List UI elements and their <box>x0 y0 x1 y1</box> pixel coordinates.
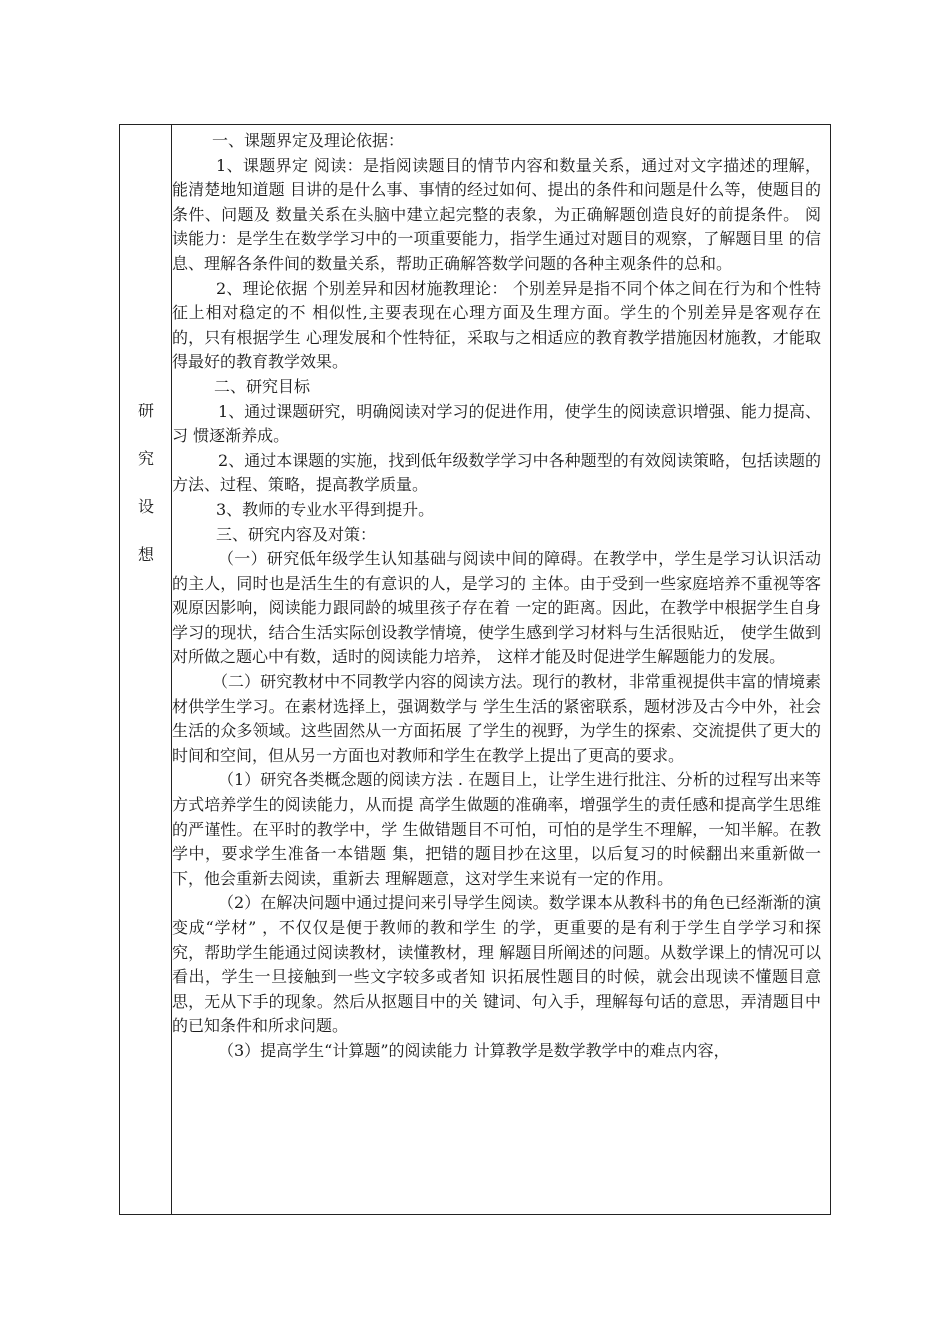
section-label <box>120 395 172 587</box>
paragraph-goal-3: 3、教师的专业水平得到提升。 <box>216 499 435 519</box>
heading-research-goals: 二、研究目标 <box>214 376 311 396</box>
paragraph-theory-basis: 2、理论依据 个别差异和因材施教理论： 个别差异是指不同个体之间在行为和个性特征上相对稳定的不 相似性,主要表现在心理方面及生理方面。学生的个别差异是客观存在的，只有根据学生 心理发展和个性特征，采取与之相适应的教育教学措施因材施教，才能取得最好的教育教学效果。 <box>172 278 821 372</box>
section-label-cell <box>120 125 172 1214</box>
section-label-char: 研 <box>137 401 154 420</box>
section-content-cell <box>172 125 830 1214</box>
paragraph-method-3: （3）提高学生“计算题”的阅读能力 计算教学是数学教学中的难点内容， <box>218 1040 730 1060</box>
paragraph-goal-1: 1、通过课题研究，明确阅读对学习的促进作用，使学生的阅读意识增强、能力提高、习 惯逐渐养成。 <box>172 401 821 446</box>
heading-definition-basis: 一、课题界定及理论依据： <box>212 131 405 150</box>
heading-research-content: 三、研究内容及对策： <box>216 524 377 544</box>
paragraph-topic-definition: 1、课题界定 阅读：是指阅读题目的情节内容和数量关系，通过对文字描述的理解，能清楚地知道题 目讲的是什么事、事情的经过如何、提出的条件和问题是什么等，使题目的条件、问题及 数量关系在头脑中建立起完整的表象，为正确解题创造良好的前提条件。 阅读能力：是学生在数学学习中的一项重要能力，指学生通过对题目的观察，了解题目里 的信息、理解各条件间的数量关系，帮助正确解答数学问题的各种主观条件的总和。 <box>172 155 821 273</box>
section-label-char: 想 <box>137 545 154 564</box>
research-plan-table <box>119 124 831 1215</box>
section-label-char: 设 <box>137 497 154 516</box>
paragraph-method-1: （1）研究各类概念题的阅读方法 . 在题目上，让学生进行批注、分析的过程写出来等方式培养学生的阅读能力，从而提 高学生做题的准确率，增强学生的责任感和提高学生思维的严谨性。在平时的教学中，学 生做错题目不可怕，可怕的是学生不理解，一知半解。在教学中，要求学生准备一本错题 集，把错的题目抄在这里，以后复习的时候翻出来重新做一下，他会重新去阅读，重新去 理解题意，这对学生来说有一定的作用。 <box>172 770 821 888</box>
paragraph-method-2: （2）在解决问题中通过提问来引导学生阅读。数学课本从教科书的角色已经渐渐的演变成“学材” ，不仅仅是便于教师的教和学生 的学，更重要的是有利于学生自学学习和探究，帮助学生能通过阅读教材，读懂教材，理 解题目所阐述的问题。从数学课上的情况可以看出，学生一旦接触到一些文字较多或者知 识拓展性题目的时候，就会出现读不懂题目意思，无从下手的现象。然后从抠题目中的关 键词、句入手，理解每句话的意思，弄清题目中的已知条件和所求问题。 <box>172 893 821 1036</box>
paragraph-content-2: （二）研究教材中不同教学内容的阅读方法。现行的教材，非常重视提供丰富的情境素材供学生学习。在素材选择上，强调数学与 学生生活的紧密联系，题材涉及古今中外，社会生活的众多领域。这些固然从一方面拓展 了学生的视野，为学生的探索、交流提供了更大的时间和空间，但从另一方面也对教师和学生在教学上提出了更高的要求。 <box>172 672 821 765</box>
paragraph-content-1: （一）研究低年级学生认知基础与阅读中间的障碍。在教学中，学生是学习认识活动的主人，同时也是活生生的有意识的人，是学习的 主体。由于受到一些家庭培养不重视等客观原因影响，阅读能力跟同龄的城里孩子存在着 一定的距离。因此，在教学中根据学生自身学习的现状，结合生活实际创设教学情境，使学生感到学习材料与生活很贴近， 使学生做到对所做之题心中有数，适时的阅读能力培养， 这样才能及时促进学生解题能力的发展。 <box>172 549 821 667</box>
section-label-char: 究 <box>137 449 154 468</box>
paragraph-goal-2: 2、通过本课题的实施，找到低年级数学学习中各种题型的有效阅读策略，包括读题的方法、过程、策略，提高教学质量。 <box>172 450 821 495</box>
